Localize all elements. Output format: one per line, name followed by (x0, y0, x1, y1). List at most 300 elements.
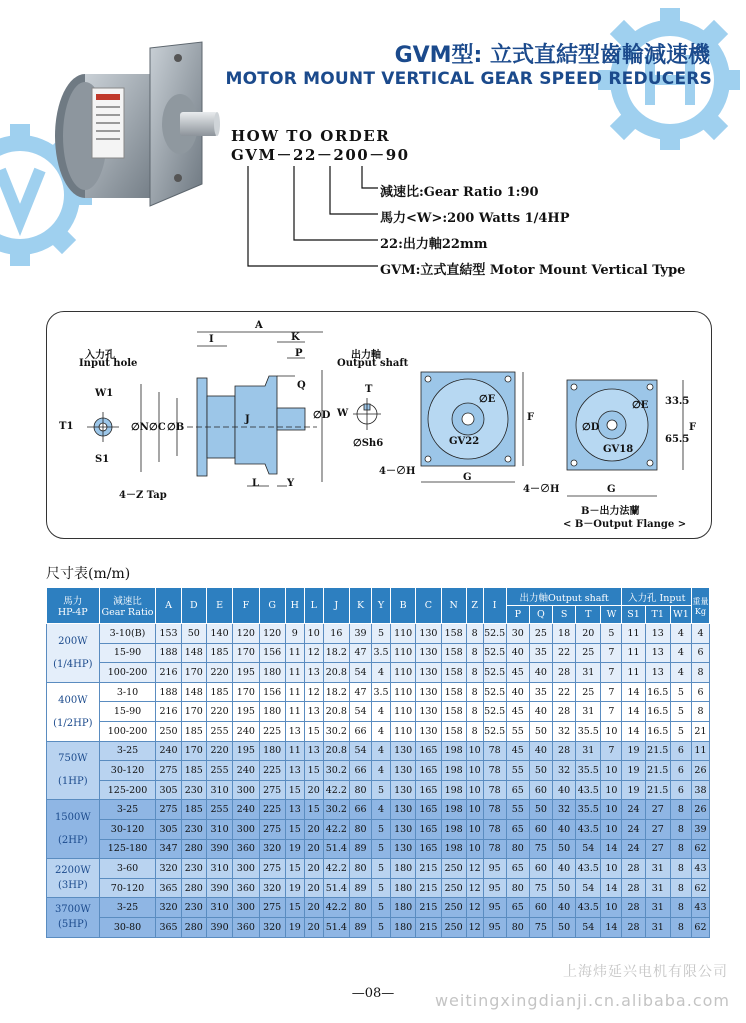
table-cell: 66 (349, 721, 371, 741)
table-cell: 5 (670, 682, 691, 702)
table-cell: 31 (576, 741, 601, 761)
table-cell: 255 (206, 721, 232, 741)
table-cell: 11 (691, 741, 709, 761)
table-cell: 78 (483, 761, 506, 781)
gear-ratio-cell: 3-10(B) (99, 624, 156, 644)
horsepower-cell: 1500W (2HP) (47, 800, 100, 859)
table-cell: 130 (416, 721, 441, 741)
table-cell: 14 (601, 917, 622, 937)
table-cell: 320 (259, 917, 285, 937)
table-cell: 89 (349, 917, 371, 937)
table-cell: 42.2 (323, 819, 349, 839)
table-cell: 31 (645, 898, 670, 918)
order-leader-lines (240, 160, 380, 280)
table-cell: 16.5 (645, 682, 670, 702)
table-cell: 10 (466, 741, 483, 761)
table-cell: 12 (304, 643, 323, 663)
dim-label-n: ∅N (131, 422, 149, 433)
table-cell: 51.4 (323, 917, 349, 937)
table-cell: 8 (466, 682, 483, 702)
table-cell: 54 (349, 702, 371, 722)
table-cell: 16 (323, 624, 349, 644)
table-cell: 13 (304, 741, 323, 761)
table-cell: 80 (349, 898, 371, 918)
table-cell: 300 (233, 859, 259, 879)
table-cell: 8 (670, 859, 691, 879)
table-cell: 32 (553, 800, 576, 820)
table-cell: 120 (233, 624, 259, 644)
table-cell: 13 (304, 702, 323, 722)
table-cell: 158 (441, 624, 466, 644)
table-cell: 3.5 (372, 643, 391, 663)
table-cell: 19 (285, 917, 304, 937)
table-cell: 43.5 (576, 780, 601, 800)
table-cell: 89 (349, 878, 371, 898)
table-row (47, 898, 710, 918)
dim-label-p: P (295, 348, 303, 359)
table-cell: 165 (416, 819, 441, 839)
table-cell: 15 (285, 780, 304, 800)
table-cell: 24 (622, 819, 645, 839)
table-row (47, 682, 710, 702)
header-col: W1 (670, 606, 691, 624)
table-cell: 95 (483, 859, 506, 879)
table-cell: 230 (181, 780, 206, 800)
table-cell: 8 (466, 624, 483, 644)
input-hole-label-en: Input hole (79, 358, 138, 369)
table-row (47, 780, 710, 800)
horsepower-cell: 400W (1/2HP) (47, 682, 100, 741)
table-cell: 52.5 (483, 624, 506, 644)
table-cell: 18 (553, 624, 576, 644)
table-cell: 26 (691, 761, 709, 781)
header-col: N (441, 588, 466, 624)
table-cell: 19 (622, 761, 645, 781)
table-cell: 240 (233, 800, 259, 820)
table-cell: 21.5 (645, 761, 670, 781)
table-cell: 195 (233, 741, 259, 761)
dim-label-l: L (252, 478, 260, 489)
table-cell: 50 (553, 839, 576, 859)
table-cell: 365 (156, 878, 181, 898)
table-cell: 50 (529, 761, 552, 781)
table-row (47, 761, 710, 781)
gear-ratio-cell: 30-120 (99, 819, 156, 839)
table-cell: 180 (259, 702, 285, 722)
table-cell: 65 (506, 859, 529, 879)
table-row (47, 839, 710, 859)
table-cell: 8 (670, 819, 691, 839)
table-cell: 20 (576, 624, 601, 644)
table-cell: 5 (372, 780, 391, 800)
table-cell: 360 (233, 917, 259, 937)
table-cell: 11 (285, 741, 304, 761)
table-cell: 250 (441, 917, 466, 937)
table-cell: 180 (391, 917, 416, 937)
gear-ratio-cell: 3-60 (99, 859, 156, 879)
table-cell: 75 (529, 839, 552, 859)
table-cell: 170 (233, 682, 259, 702)
header-col: D (181, 588, 206, 624)
table-cell: 185 (181, 800, 206, 820)
table-cell: 10 (601, 819, 622, 839)
header-col: K (349, 588, 371, 624)
table-cell: 75 (529, 878, 552, 898)
table-cell: 19 (622, 741, 645, 761)
table-cell: 130 (416, 663, 441, 683)
table-cell: 32 (553, 761, 576, 781)
table-cell: 165 (416, 800, 441, 820)
header-col: J (323, 588, 349, 624)
dim-label-i: I (209, 334, 214, 345)
table-cell: 16.5 (645, 702, 670, 722)
table-cell: 52.5 (483, 682, 506, 702)
table-cell: 14 (622, 721, 645, 741)
table-cell: 12 (466, 898, 483, 918)
table-cell: 305 (156, 780, 181, 800)
table-row (47, 721, 710, 741)
table-cell: 78 (483, 819, 506, 839)
header-hp: 馬力 HP-4P (47, 588, 100, 624)
table-cell: 28 (622, 917, 645, 937)
table-cell: 185 (181, 761, 206, 781)
dim-label-g-gv22: G (463, 472, 472, 483)
table-cell: 62 (691, 839, 709, 859)
table-cell: 360 (233, 839, 259, 859)
table-cell: 7 (601, 643, 622, 663)
table-cell: 158 (441, 682, 466, 702)
header-col: E (206, 588, 232, 624)
table-cell: 156 (259, 682, 285, 702)
table-cell: 43 (691, 898, 709, 918)
table-cell: 185 (206, 682, 232, 702)
table-cell: 27 (645, 800, 670, 820)
table-cell: 240 (233, 761, 259, 781)
flange-caption-cn: B－出力法蘭 (581, 506, 640, 517)
header-col: B (391, 588, 416, 624)
gear-ratio-cell: 125-200 (99, 780, 156, 800)
table-cell: 20.8 (323, 663, 349, 683)
table-cell: 20 (304, 839, 323, 859)
table-cell: 158 (441, 702, 466, 722)
table-cell: 95 (483, 898, 506, 918)
table-cell: 240 (233, 721, 259, 741)
table-cell: 300 (233, 819, 259, 839)
table-cell: 130 (416, 702, 441, 722)
table-cell: 170 (181, 741, 206, 761)
table-cell: 130 (391, 761, 416, 781)
table-cell: 11 (285, 663, 304, 683)
dim-label-j: J (245, 414, 250, 425)
table-cell: 130 (391, 780, 416, 800)
table-cell: 40 (529, 663, 552, 683)
table-cell: 95 (483, 878, 506, 898)
gear-motor-photo (40, 38, 220, 213)
table-cell: 215 (416, 898, 441, 918)
table-cell: 62 (691, 917, 709, 937)
table-cell: 5 (670, 721, 691, 741)
table-cell: 188 (156, 643, 181, 663)
table-cell: 52.5 (483, 721, 506, 741)
table-cell: 47 (349, 643, 371, 663)
table-cell: 21 (691, 721, 709, 741)
horsepower-cell: 750W (1HP) (47, 741, 100, 800)
table-cell: 280 (181, 839, 206, 859)
table-cell: 220 (206, 663, 232, 683)
table-row (47, 741, 710, 761)
table-cell: 66 (349, 800, 371, 820)
table-cell: 5 (601, 624, 622, 644)
header-col: S1 (622, 606, 645, 624)
table-cell: 22 (553, 682, 576, 702)
table-cell: 170 (181, 663, 206, 683)
gear-ratio-cell: 100-200 (99, 721, 156, 741)
title-english: MOTOR MOUNT VERTICAL GEAR SPEED REDUCERS (225, 69, 712, 89)
table-cell: 28 (622, 859, 645, 879)
table-cell: 305 (156, 819, 181, 839)
table-cell: 65 (506, 898, 529, 918)
dim-label-h-gv22: 4－∅H (379, 466, 416, 477)
table-cell: 54 (349, 741, 371, 761)
table-cell: 8 (466, 702, 483, 722)
dim-label-33-5: 33.5 (665, 396, 690, 407)
table-cell: 54 (576, 878, 601, 898)
table-cell: 30 (506, 624, 529, 644)
table-cell: 9 (285, 624, 304, 644)
table-cell: 75 (529, 917, 552, 937)
gear-ratio-cell: 3-25 (99, 741, 156, 761)
table-unit-title: 尺寸表(m/m) (46, 566, 131, 582)
table-cell: 165 (416, 839, 441, 859)
table-cell: 130 (391, 741, 416, 761)
table-cell: 19 (622, 780, 645, 800)
flange-gv18-label: GV18 (603, 444, 634, 455)
dim-label-q: Q (297, 380, 306, 391)
table-cell: 12 (304, 682, 323, 702)
watermark-url: weitingxingdianji.cn.alibaba.com (434, 991, 730, 1010)
table-cell: 15 (304, 721, 323, 741)
table-cell: 16.5 (645, 721, 670, 741)
table-cell: 7 (601, 663, 622, 683)
header-col: F (233, 588, 259, 624)
dim-label-w: W (337, 408, 349, 419)
table-cell: 216 (156, 663, 181, 683)
table-cell: 13 (645, 663, 670, 683)
table-cell: 320 (259, 878, 285, 898)
table-cell: 310 (206, 898, 232, 918)
table-cell: 275 (259, 859, 285, 879)
table-cell: 280 (181, 917, 206, 937)
table-cell: 20 (304, 780, 323, 800)
table-cell: 320 (259, 839, 285, 859)
table-cell: 347 (156, 839, 181, 859)
table-cell: 130 (391, 839, 416, 859)
dim-label-g-gv18: G (607, 484, 616, 495)
table-cell: 110 (391, 721, 416, 741)
dim-label-a: A (255, 320, 263, 331)
table-cell: 60 (529, 819, 552, 839)
dimension-table (46, 587, 710, 938)
horsepower-cell: 2200W (3HP) (47, 859, 100, 898)
table-cell: 360 (233, 878, 259, 898)
table-cell: 11 (622, 643, 645, 663)
table-cell: 11 (285, 643, 304, 663)
table-cell: 65 (506, 780, 529, 800)
dim-label-b: ∅B (167, 422, 185, 433)
table-cell: 5 (372, 624, 391, 644)
table-cell: 10 (466, 819, 483, 839)
table-cell: 7 (601, 682, 622, 702)
dim-label-65-5: 65.5 (665, 434, 690, 445)
table-cell: 20 (304, 917, 323, 937)
gear-ratio-cell: 15-90 (99, 702, 156, 722)
table-cell: 390 (206, 878, 232, 898)
table-cell: 148 (181, 643, 206, 663)
table-cell: 180 (259, 663, 285, 683)
table-cell: 275 (259, 898, 285, 918)
table-cell: 365 (156, 917, 181, 937)
table-cell: 40 (506, 682, 529, 702)
table-cell: 165 (416, 761, 441, 781)
flange-gv22-label: GV22 (449, 436, 480, 447)
table-cell: 52.5 (483, 643, 506, 663)
table-cell: 220 (206, 741, 232, 761)
table-cell: 43.5 (576, 819, 601, 839)
table-cell: 45 (506, 663, 529, 683)
table-cell: 13 (285, 721, 304, 741)
table-cell: 15 (285, 819, 304, 839)
table-cell: 32 (553, 721, 576, 741)
table-cell: 27 (645, 819, 670, 839)
legend-horsepower: 馬力<W>:200 Watts 1/4HP (380, 211, 570, 226)
table-cell: 10 (601, 780, 622, 800)
dim-label-f-gv18: F (689, 422, 697, 433)
table-cell: 153 (156, 624, 181, 644)
table-cell: 8 (670, 898, 691, 918)
table-cell: 14 (622, 682, 645, 702)
table-cell: 54 (576, 917, 601, 937)
table-cell: 390 (206, 839, 232, 859)
table-cell: 19 (285, 878, 304, 898)
watermark-company: 上海炜延兴电机有限公司 (563, 964, 728, 980)
table-cell: 40 (553, 780, 576, 800)
table-cell: 170 (233, 643, 259, 663)
table-cell: 51.4 (323, 878, 349, 898)
table-cell: 45 (506, 702, 529, 722)
model-code: GVM－22－200－90 (231, 146, 410, 164)
table-cell: 12 (466, 878, 483, 898)
gear-ratio-cell: 15-90 (99, 643, 156, 663)
table-cell: 110 (391, 682, 416, 702)
table-cell: 250 (441, 859, 466, 879)
table-row (47, 663, 710, 683)
table-cell: 8 (466, 643, 483, 663)
table-cell: 275 (259, 780, 285, 800)
table-cell: 310 (206, 859, 232, 879)
table-cell: 180 (391, 878, 416, 898)
table-cell: 52.5 (483, 702, 506, 722)
table-cell: 255 (206, 800, 232, 820)
table-cell: 28 (622, 898, 645, 918)
table-cell: 180 (391, 898, 416, 918)
table-cell: 5 (372, 917, 391, 937)
table-cell: 300 (233, 780, 259, 800)
table-cell: 11 (622, 663, 645, 683)
dim-label-z-tap: 4－Z Tap (119, 490, 167, 501)
table-cell: 55 (506, 721, 529, 741)
table-cell: 110 (391, 643, 416, 663)
table-cell: 80 (349, 780, 371, 800)
table-cell: 225 (259, 761, 285, 781)
flange-caption-en: < B－Output Flange > (563, 519, 687, 530)
table-cell: 4 (670, 663, 691, 683)
table-cell: 13 (645, 643, 670, 663)
table-cell: 320 (156, 898, 181, 918)
table-cell: 35.5 (576, 721, 601, 741)
table-cell: 35.5 (576, 800, 601, 820)
table-cell: 215 (416, 859, 441, 879)
table-cell: 230 (181, 819, 206, 839)
table-cell: 30.2 (323, 721, 349, 741)
table-cell: 10 (466, 839, 483, 859)
table-cell: 148 (181, 682, 206, 702)
table-cell: 50 (553, 917, 576, 937)
table-cell: 110 (391, 624, 416, 644)
table-cell: 230 (181, 859, 206, 879)
header-col: L (304, 588, 323, 624)
table-cell: 28 (553, 663, 576, 683)
table-cell: 43.5 (576, 859, 601, 879)
table-cell: 31 (645, 917, 670, 937)
table-cell: 140 (206, 624, 232, 644)
table-cell: 165 (416, 741, 441, 761)
dim-label-c: ∅C (149, 422, 166, 433)
table-cell: 10 (601, 859, 622, 879)
table-cell: 4 (372, 663, 391, 683)
table-cell: 198 (441, 780, 466, 800)
table-cell: 40 (529, 741, 552, 761)
dim-label-d-gv18: ∅D (582, 422, 600, 433)
horsepower-cell: 200W (1/4HP) (47, 624, 100, 683)
header-col: I (483, 588, 506, 624)
table-cell: 10 (466, 761, 483, 781)
header-weight: 重量 Kg (691, 588, 709, 624)
table-cell: 195 (233, 663, 259, 683)
table-cell: 42.2 (323, 898, 349, 918)
table-cell: 42.2 (323, 859, 349, 879)
table-cell: 40 (506, 643, 529, 663)
legend-gear-ratio: 減速比:Gear Ratio 1:90 (380, 185, 539, 200)
header-col: P (506, 606, 529, 624)
table-cell: 5 (372, 819, 391, 839)
dim-label-y: Y (287, 478, 295, 489)
table-cell: 40 (553, 819, 576, 839)
table-cell: 130 (391, 800, 416, 820)
table-cell: 20 (304, 819, 323, 839)
header-ratio: 減速比 Gear Ratio (99, 588, 156, 624)
table-cell: 25 (576, 643, 601, 663)
table-cell: 11 (285, 682, 304, 702)
table-cell: 180 (391, 859, 416, 879)
table-cell: 25 (529, 624, 552, 644)
gear-ratio-cell: 30-120 (99, 761, 156, 781)
legend-output-shaft: 22:出力軸22mm (380, 237, 488, 252)
table-cell: 198 (441, 741, 466, 761)
table-cell: 215 (416, 878, 441, 898)
table-cell: 4 (372, 721, 391, 741)
table-cell: 240 (156, 741, 181, 761)
gear-ratio-cell: 125-180 (99, 839, 156, 859)
